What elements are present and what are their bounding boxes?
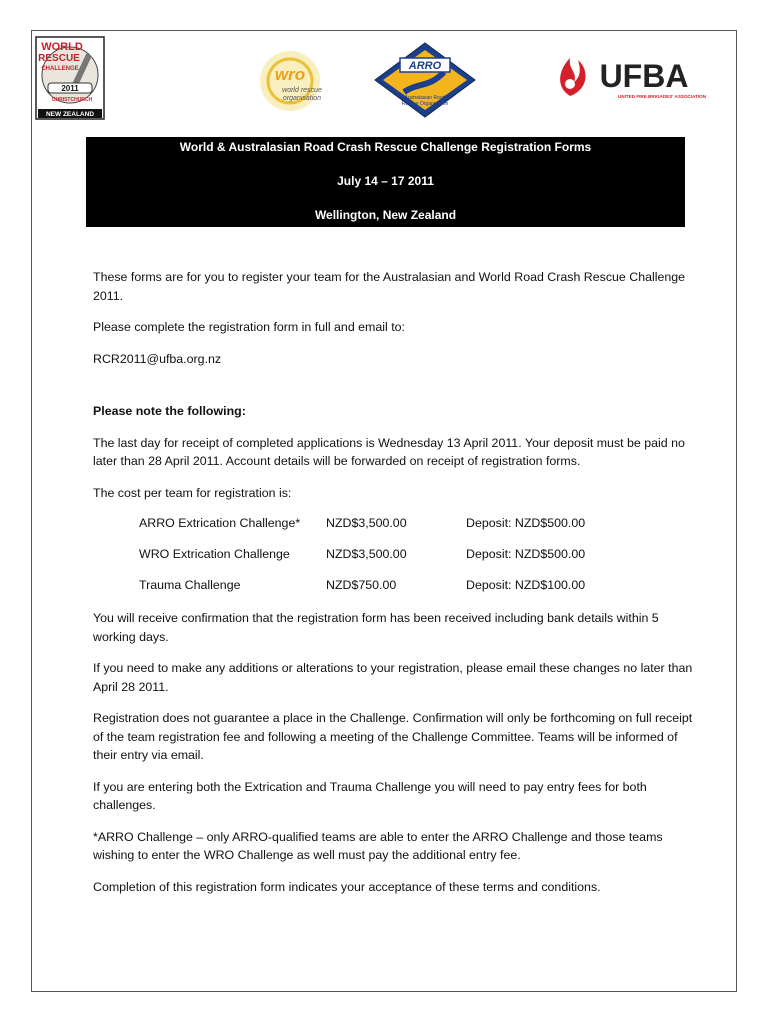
fee-name: ARRO Extrication Challenge*	[139, 516, 301, 530]
world-rescue-line1: WORLD	[41, 41, 83, 53]
complete-instruction: Please complete the registration form in full and email to:	[93, 320, 405, 334]
fee-row	[93, 545, 693, 576]
fee-row	[93, 576, 693, 607]
wro-logo	[250, 48, 346, 114]
world-rescue-year: 2011	[61, 84, 79, 93]
world-rescue-line3: CHALLENGE	[41, 66, 79, 72]
fee-table	[93, 514, 693, 607]
confirmation-paragraph: You will receive confirmation that the registration form has been received including bank details within 5 working days.	[93, 611, 659, 644]
arro-note-paragraph: *ARRO Challenge – only ARRO-qualified teams are able to enter the ARRO Challenge and those teams wishing to enter the WRO Challenge as well must pay the additional entry fee.	[93, 829, 663, 862]
registration-email: RCR2011@ufba.org.nz	[93, 351, 222, 366]
banner-dates: July 14 – 17 2011	[337, 174, 434, 188]
fee-row	[93, 514, 693, 545]
acceptance-paragraph: Completion of this registration form indicates your acceptance of these terms and conditions.	[93, 879, 601, 894]
wro-abbr: wro	[274, 65, 306, 84]
banner-location: Wellington, New Zealand	[314, 208, 457, 222]
fee-amount: NZD$3,500.00	[326, 547, 407, 561]
arro-logo	[374, 42, 476, 118]
fee-amount: NZD$3,500.00	[326, 516, 407, 530]
wro-line1: world rescue	[282, 87, 322, 94]
fee-amount: NZD$750.00	[326, 578, 397, 592]
alterations-paragraph: If you need to make any additions or alterations to your registration, please email these changes no later than April 28 2011.	[93, 661, 693, 694]
fee-name: Trauma Challenge	[139, 578, 241, 592]
intro-paragraph: These forms are for you to register your team for the Australasian and World Road Crash Rescue Challenge 2011.	[93, 270, 686, 303]
ufba-abbr: UFBA	[599, 58, 689, 94]
ufba-tagline: UNITED FIRE BRIGADES' ASSOCIATION	[617, 94, 707, 99]
world-rescue-city: CHRISTCHURCH	[51, 97, 93, 103]
note-heading: Please note the following:	[93, 404, 246, 418]
fee-deposit: Deposit: NZD$500.00	[466, 547, 586, 561]
arro-abbr: ARRO	[408, 60, 442, 72]
world-rescue-challenge-logo	[34, 35, 106, 121]
title-banner	[86, 137, 685, 227]
wro-line2: organisation	[282, 95, 322, 102]
cost-intro: The cost per team for registration is:	[93, 485, 292, 500]
arro-line2: Rescue Organisation	[401, 101, 449, 107]
last-day-paragraph: The last day for receipt of completed applications is Wednesday 13 April 2011. Your deposit must be paid no later than 28 April 2011. Account details will be forwarded on receipt of registration forms.	[93, 435, 685, 468]
arro-line1: Australasian Road	[404, 95, 446, 101]
world-rescue-line2: RESCUE	[38, 53, 80, 64]
ufba-logo	[544, 46, 712, 108]
document-body	[93, 268, 693, 896]
guarantee-paragraph: Registration does not guarantee a place in the Challenge. Confirmation will only be forthcoming on full receipt of the team registration fee and following a meeting of the Challenge Committee. Teams will be informed of their entry via email.	[93, 711, 693, 762]
banner-title: World & Australasian Road Crash Rescue Challenge Registration Forms	[179, 140, 592, 154]
world-rescue-country: NEW ZEALAND	[45, 111, 95, 118]
both-challenges-paragraph: If you are entering both the Extrication and Trauma Challenge you will need to pay entry fees for both challenges.	[93, 779, 647, 812]
fee-name: WRO Extrication Challenge	[139, 547, 290, 561]
fee-deposit: Deposit: NZD$500.00	[466, 516, 586, 530]
fee-deposit: Deposit: NZD$100.00	[466, 578, 586, 592]
